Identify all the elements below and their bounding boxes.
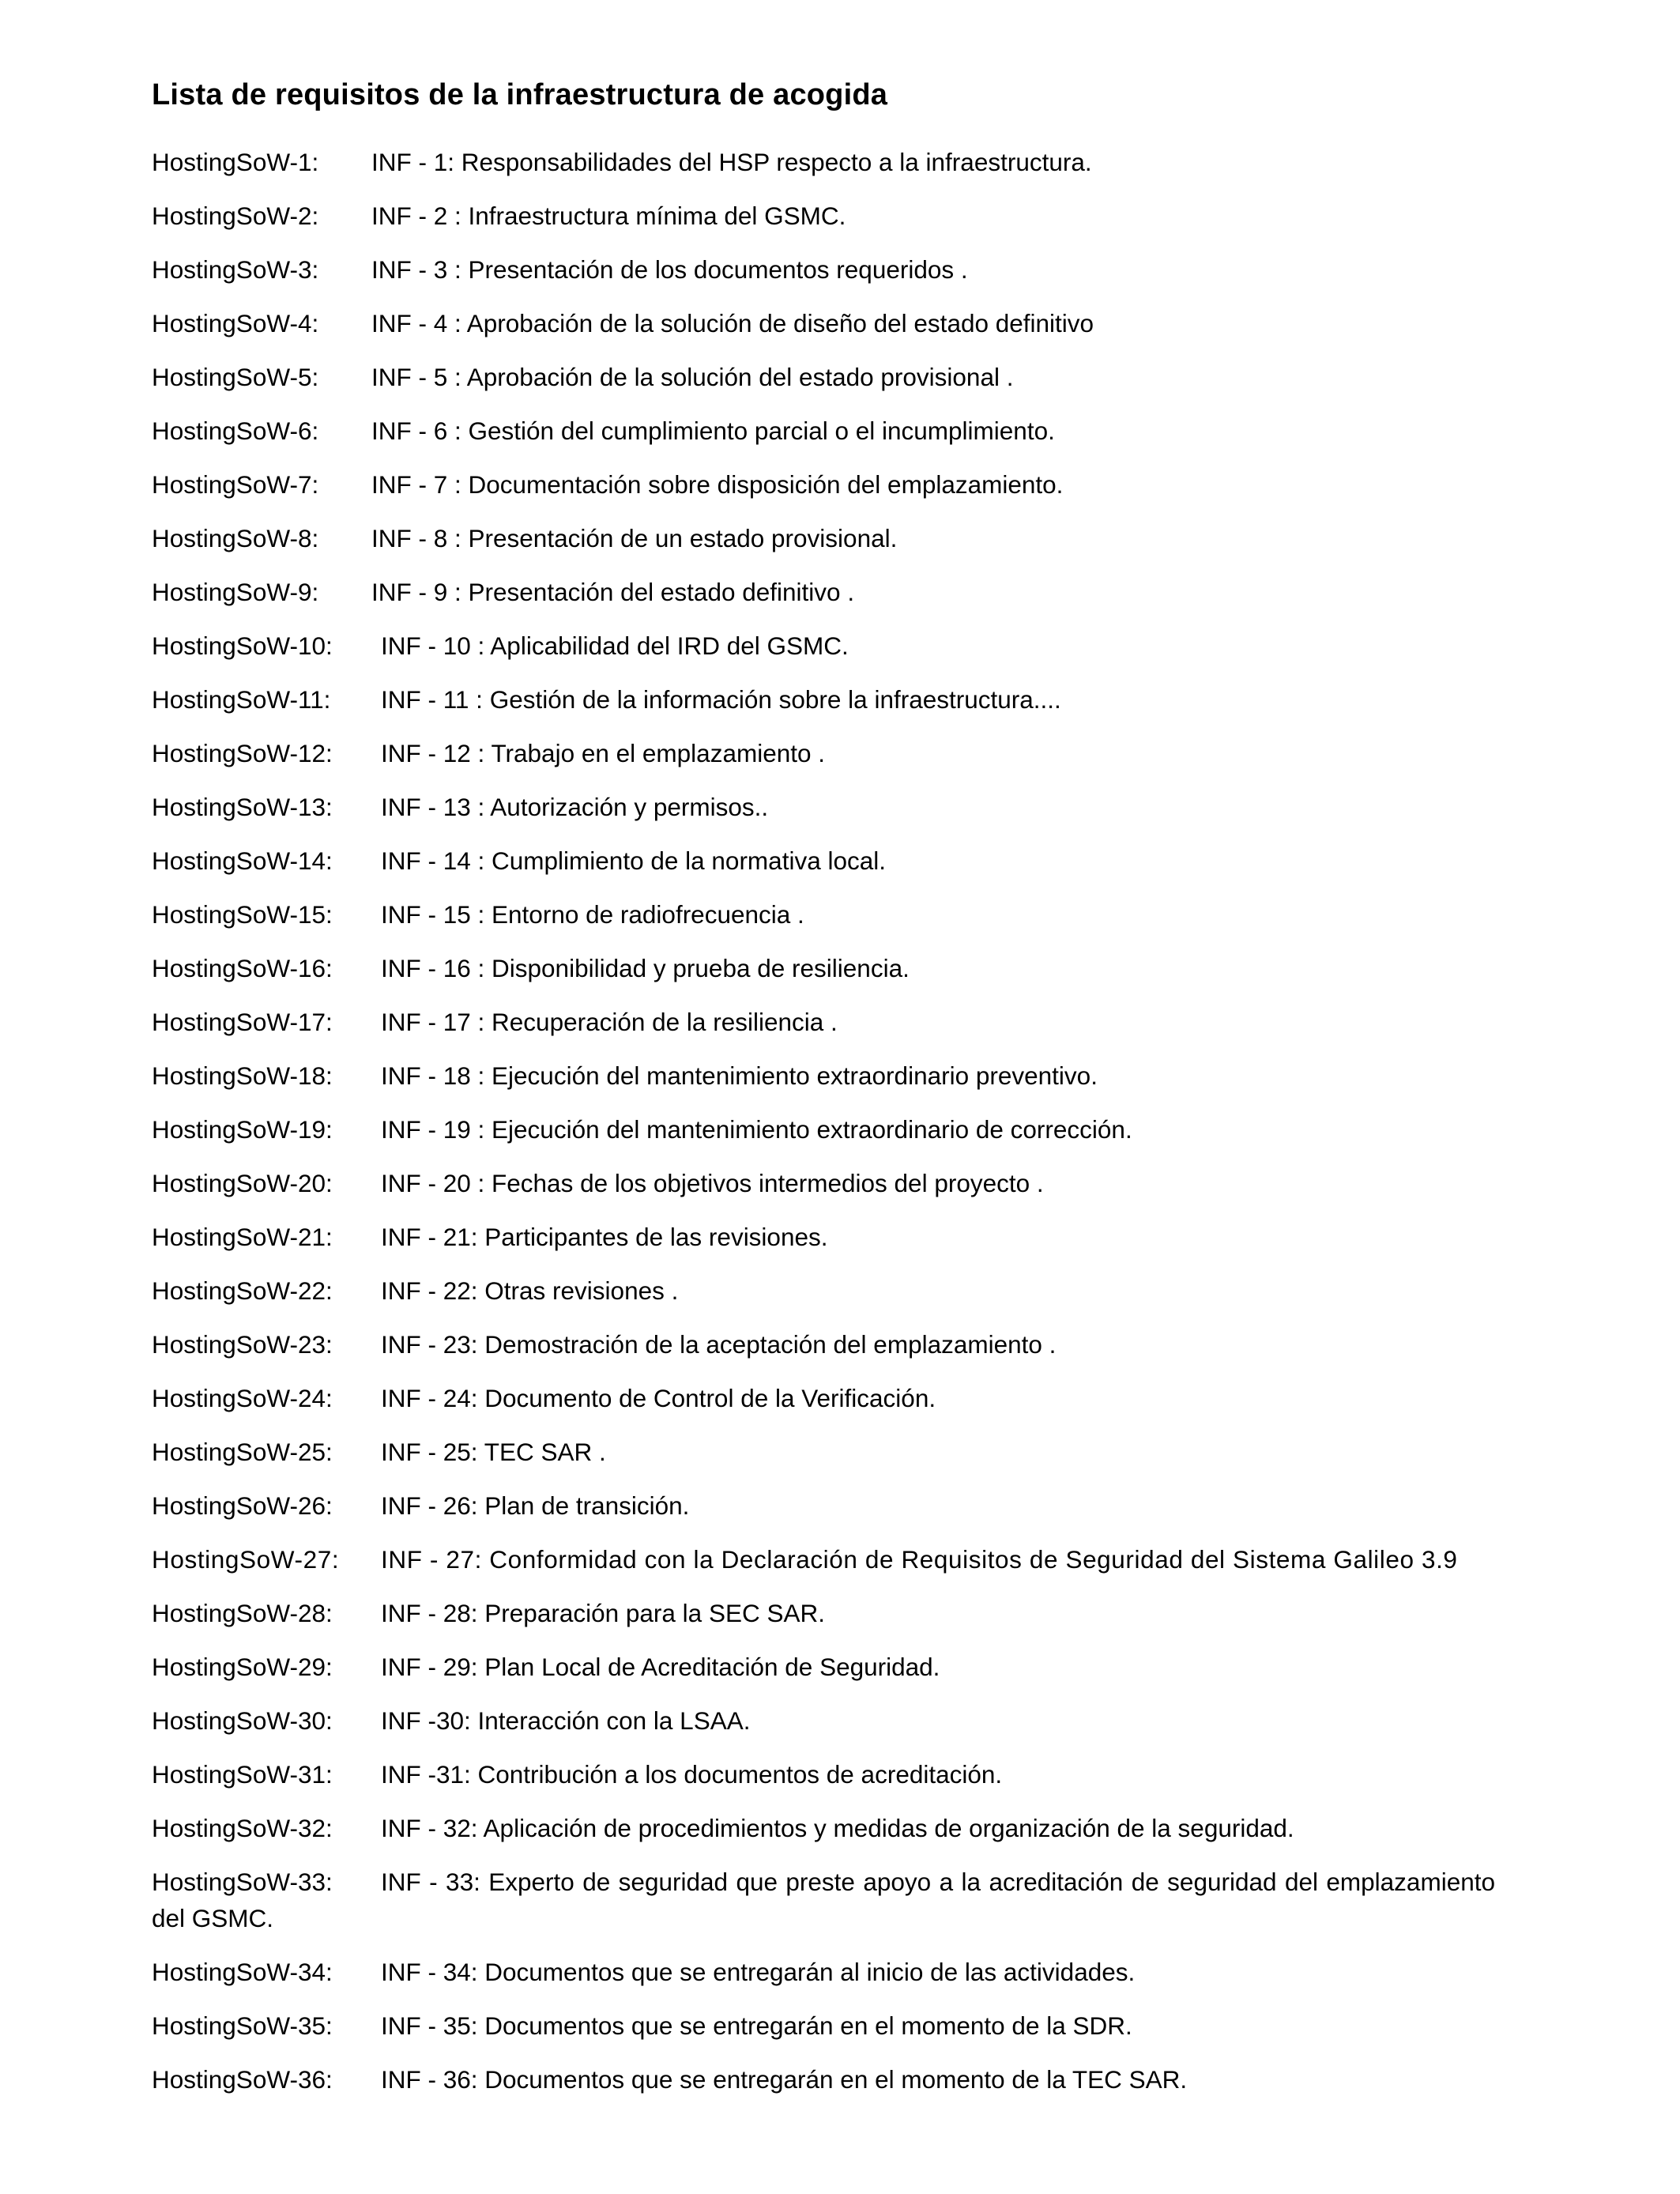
requirement-text: INF - 4 : Aprobación de la solución de diseño del estado definitivo <box>371 309 1094 337</box>
requirement-text: INF - 15 : Entorno de radiofrecuencia . <box>381 900 804 929</box>
requirement-item <box>152 520 1550 556</box>
requirement-text: INF - 12 : Trabajo en el emplazamiento . <box>381 739 826 767</box>
requirement-code: HostingSoW-13: <box>152 793 333 821</box>
requirement-code: HostingSoW-3: <box>152 255 319 284</box>
requirement-text: INF - 32: Aplicación de procedimientos y medidas de organización de la seguridad. <box>381 1814 1294 1842</box>
requirement-text: INF - 9 : Presentación del estado definitivo . <box>371 578 855 606</box>
requirement-text: INF - 26: Plan de transición. <box>381 1491 690 1520</box>
requirement-item <box>152 789 1550 825</box>
requirement-code: HostingSoW-7: <box>152 470 319 499</box>
requirement-item <box>152 950 1550 986</box>
requirement-code: HostingSoW-18: <box>152 1061 333 1090</box>
requirement-item <box>152 198 1550 234</box>
requirement-item <box>152 1702 1550 1739</box>
requirement-item <box>152 466 1550 503</box>
requirement-item <box>152 1004 1550 1040</box>
requirement-code: HostingSoW-34: <box>152 1958 333 1986</box>
requirement-text: INF - 36: Documentos que se entregarán en el momento de la TEC SAR. <box>381 2065 1188 2094</box>
requirement-item <box>152 1595 1550 1631</box>
requirement-text: INF - 19 : Ejecución del mantenimiento extraordinario de corrección. <box>381 1115 1132 1144</box>
requirement-code: HostingSoW-35: <box>152 2011 333 2040</box>
requirement-item <box>152 1434 1550 1470</box>
requirement-code: HostingSoW-8: <box>152 524 319 552</box>
requirement-code: HostingSoW-16: <box>152 954 333 982</box>
requirement-code: HostingSoW-21: <box>152 1223 333 1251</box>
requirement-text: INF - 22: Otras revisiones . <box>381 1276 679 1305</box>
requirement-text: INF - 24: Documento de Control de la Verificación. <box>381 1384 936 1412</box>
requirement-code: HostingSoW-2: <box>152 202 319 230</box>
requirement-text: INF - 3 : Presentación de los documentos requeridos . <box>371 255 968 284</box>
requirement-item <box>152 1487 1550 1524</box>
requirement-code: HostingSoW-28: <box>152 1599 333 1627</box>
requirement-code: HostingSoW-15: <box>152 900 333 929</box>
requirement-item <box>152 1541 1550 1578</box>
requirement-code: HostingSoW-29: <box>152 1653 333 1681</box>
document-page <box>152 76 1550 2115</box>
requirement-item <box>152 1649 1550 1685</box>
requirement-item <box>152 413 1550 449</box>
requirement-code: HostingSoW-14: <box>152 846 333 875</box>
requirement-text: INF - 14 : Cumplimiento de la normativa local. <box>381 846 886 875</box>
requirement-item <box>152 2061 1550 2098</box>
requirement-code: HostingSoW-33: <box>152 1868 333 1896</box>
requirement-code: HostingSoW-32: <box>152 1814 333 1842</box>
requirement-item <box>152 1326 1550 1363</box>
requirement-item <box>152 843 1550 879</box>
requirement-item <box>152 305 1550 341</box>
requirement-text: INF - 16 : Disponibilidad y prueba de resiliencia. <box>381 954 910 982</box>
requirement-code: HostingSoW-9: <box>152 578 319 606</box>
requirement-text: INF - 20 : Fechas de los objetivos intermedios del proyecto . <box>381 1169 1044 1197</box>
requirement-code: HostingSoW-36: <box>152 2065 333 2094</box>
requirement-text: INF - 18 : Ejecución del mantenimiento extraordinario preventivo. <box>381 1061 1098 1090</box>
requirement-item <box>152 1954 1550 1990</box>
requirement-code: HostingSoW-4: <box>152 309 319 337</box>
requirement-code: HostingSoW-31: <box>152 1760 333 1789</box>
requirement-item <box>152 1810 1550 1846</box>
document-title: Lista de requisitos de la infraestructura de acogida <box>152 78 888 111</box>
requirement-item <box>152 1756 1550 1793</box>
requirement-code: HostingSoW-10: <box>152 631 333 660</box>
requirement-item <box>152 1219 1550 1255</box>
requirement-text: INF - 35: Documentos que se entregarán en el momento de la SDR. <box>381 2011 1132 2040</box>
requirement-code: HostingSoW-20: <box>152 1169 333 1197</box>
requirement-text: INF - 13 : Autorización y permisos.. <box>381 793 769 821</box>
requirement-text: INF - 5 : Aprobación de la solución del estado provisional . <box>371 363 1014 391</box>
requirement-item <box>152 359 1550 395</box>
requirement-item <box>152 628 1550 664</box>
requirement-text: INF - 21: Participantes de las revisiones. <box>381 1223 828 1251</box>
requirement-item <box>152 251 1550 288</box>
requirement-item <box>152 1165 1550 1201</box>
requirement-item <box>152 1272 1550 1309</box>
requirement-code: HostingSoW-23: <box>152 1330 333 1359</box>
requirement-code: HostingSoW-30: <box>152 1706 333 1735</box>
requirement-item <box>152 1864 1495 1936</box>
requirement-text: INF - 27: Conformidad con la Declaración de Requisitos de Seguridad del Sistema Galileo 3.9 <box>381 1545 1458 1574</box>
requirement-code: HostingSoW-12: <box>152 739 333 767</box>
requirement-item <box>152 896 1550 933</box>
requirement-code: HostingSoW-17: <box>152 1008 333 1036</box>
requirement-text: INF - 34: Documentos que se entregarán al inicio de las actividades. <box>381 1958 1136 1986</box>
requirement-item <box>152 2007 1550 2044</box>
requirement-text: INF - 1: Responsabilidades del HSP respecto a la infraestructura. <box>371 148 1092 176</box>
requirement-code: HostingSoW-6: <box>152 417 319 445</box>
requirement-text: INF - 17 : Recuperación de la resiliencia . <box>381 1008 838 1036</box>
requirement-code: HostingSoW-22: <box>152 1276 333 1305</box>
requirement-text: INF - 2 : Infraestructura mínima del GSMC. <box>371 202 846 230</box>
requirement-code: HostingSoW-5: <box>152 363 319 391</box>
requirement-code: HostingSoW-27: <box>152 1545 340 1574</box>
requirement-text: INF - 29: Plan Local de Acreditación de Seguridad. <box>381 1653 940 1681</box>
requirement-item <box>152 1057 1550 1094</box>
requirement-code: HostingSoW-26: <box>152 1491 333 1520</box>
requirement-text: INF - 11 : Gestión de la información sobre la infraestructura.... <box>381 685 1061 714</box>
requirement-item <box>152 1380 1550 1416</box>
requirement-item <box>152 1111 1550 1148</box>
requirement-text: INF - 25: TEC SAR . <box>381 1438 606 1466</box>
requirement-text: INF - 28: Preparación para la SEC SAR. <box>381 1599 825 1627</box>
requirement-text: INF - 23: Demostración de la aceptación del emplazamiento . <box>381 1330 1057 1359</box>
requirement-text: INF - 33: Experto de seguridad que preste apoyo a la acreditación de seguridad del emplazamiento del GSMC. <box>152 1868 1495 1932</box>
requirement-item <box>152 735 1550 771</box>
requirement-text: INF - 6 : Gestión del cumplimiento parcial o el incumplimiento. <box>371 417 1055 445</box>
requirement-code: HostingSoW-25: <box>152 1438 333 1466</box>
requirement-item <box>152 144 1550 180</box>
requirement-code: HostingSoW-24: <box>152 1384 333 1412</box>
requirement-text: INF - 10 : Aplicabilidad del IRD del GSMC. <box>381 631 849 660</box>
requirement-item <box>152 574 1550 610</box>
requirement-text: INF - 7 : Documentación sobre disposición del emplazamiento. <box>371 470 1064 499</box>
requirement-text: INF - 8 : Presentación de un estado provisional. <box>371 524 898 552</box>
requirement-text: INF -30: Interacción con la LSAA. <box>381 1706 751 1735</box>
requirements-list <box>152 144 1550 2098</box>
requirement-code: HostingSoW-11: <box>152 685 331 714</box>
requirement-code: HostingSoW-19: <box>152 1115 333 1144</box>
requirement-item <box>152 681 1550 718</box>
requirement-code: HostingSoW-1: <box>152 148 319 176</box>
requirement-text: INF -31: Contribución a los documentos de acreditación. <box>381 1760 1003 1789</box>
